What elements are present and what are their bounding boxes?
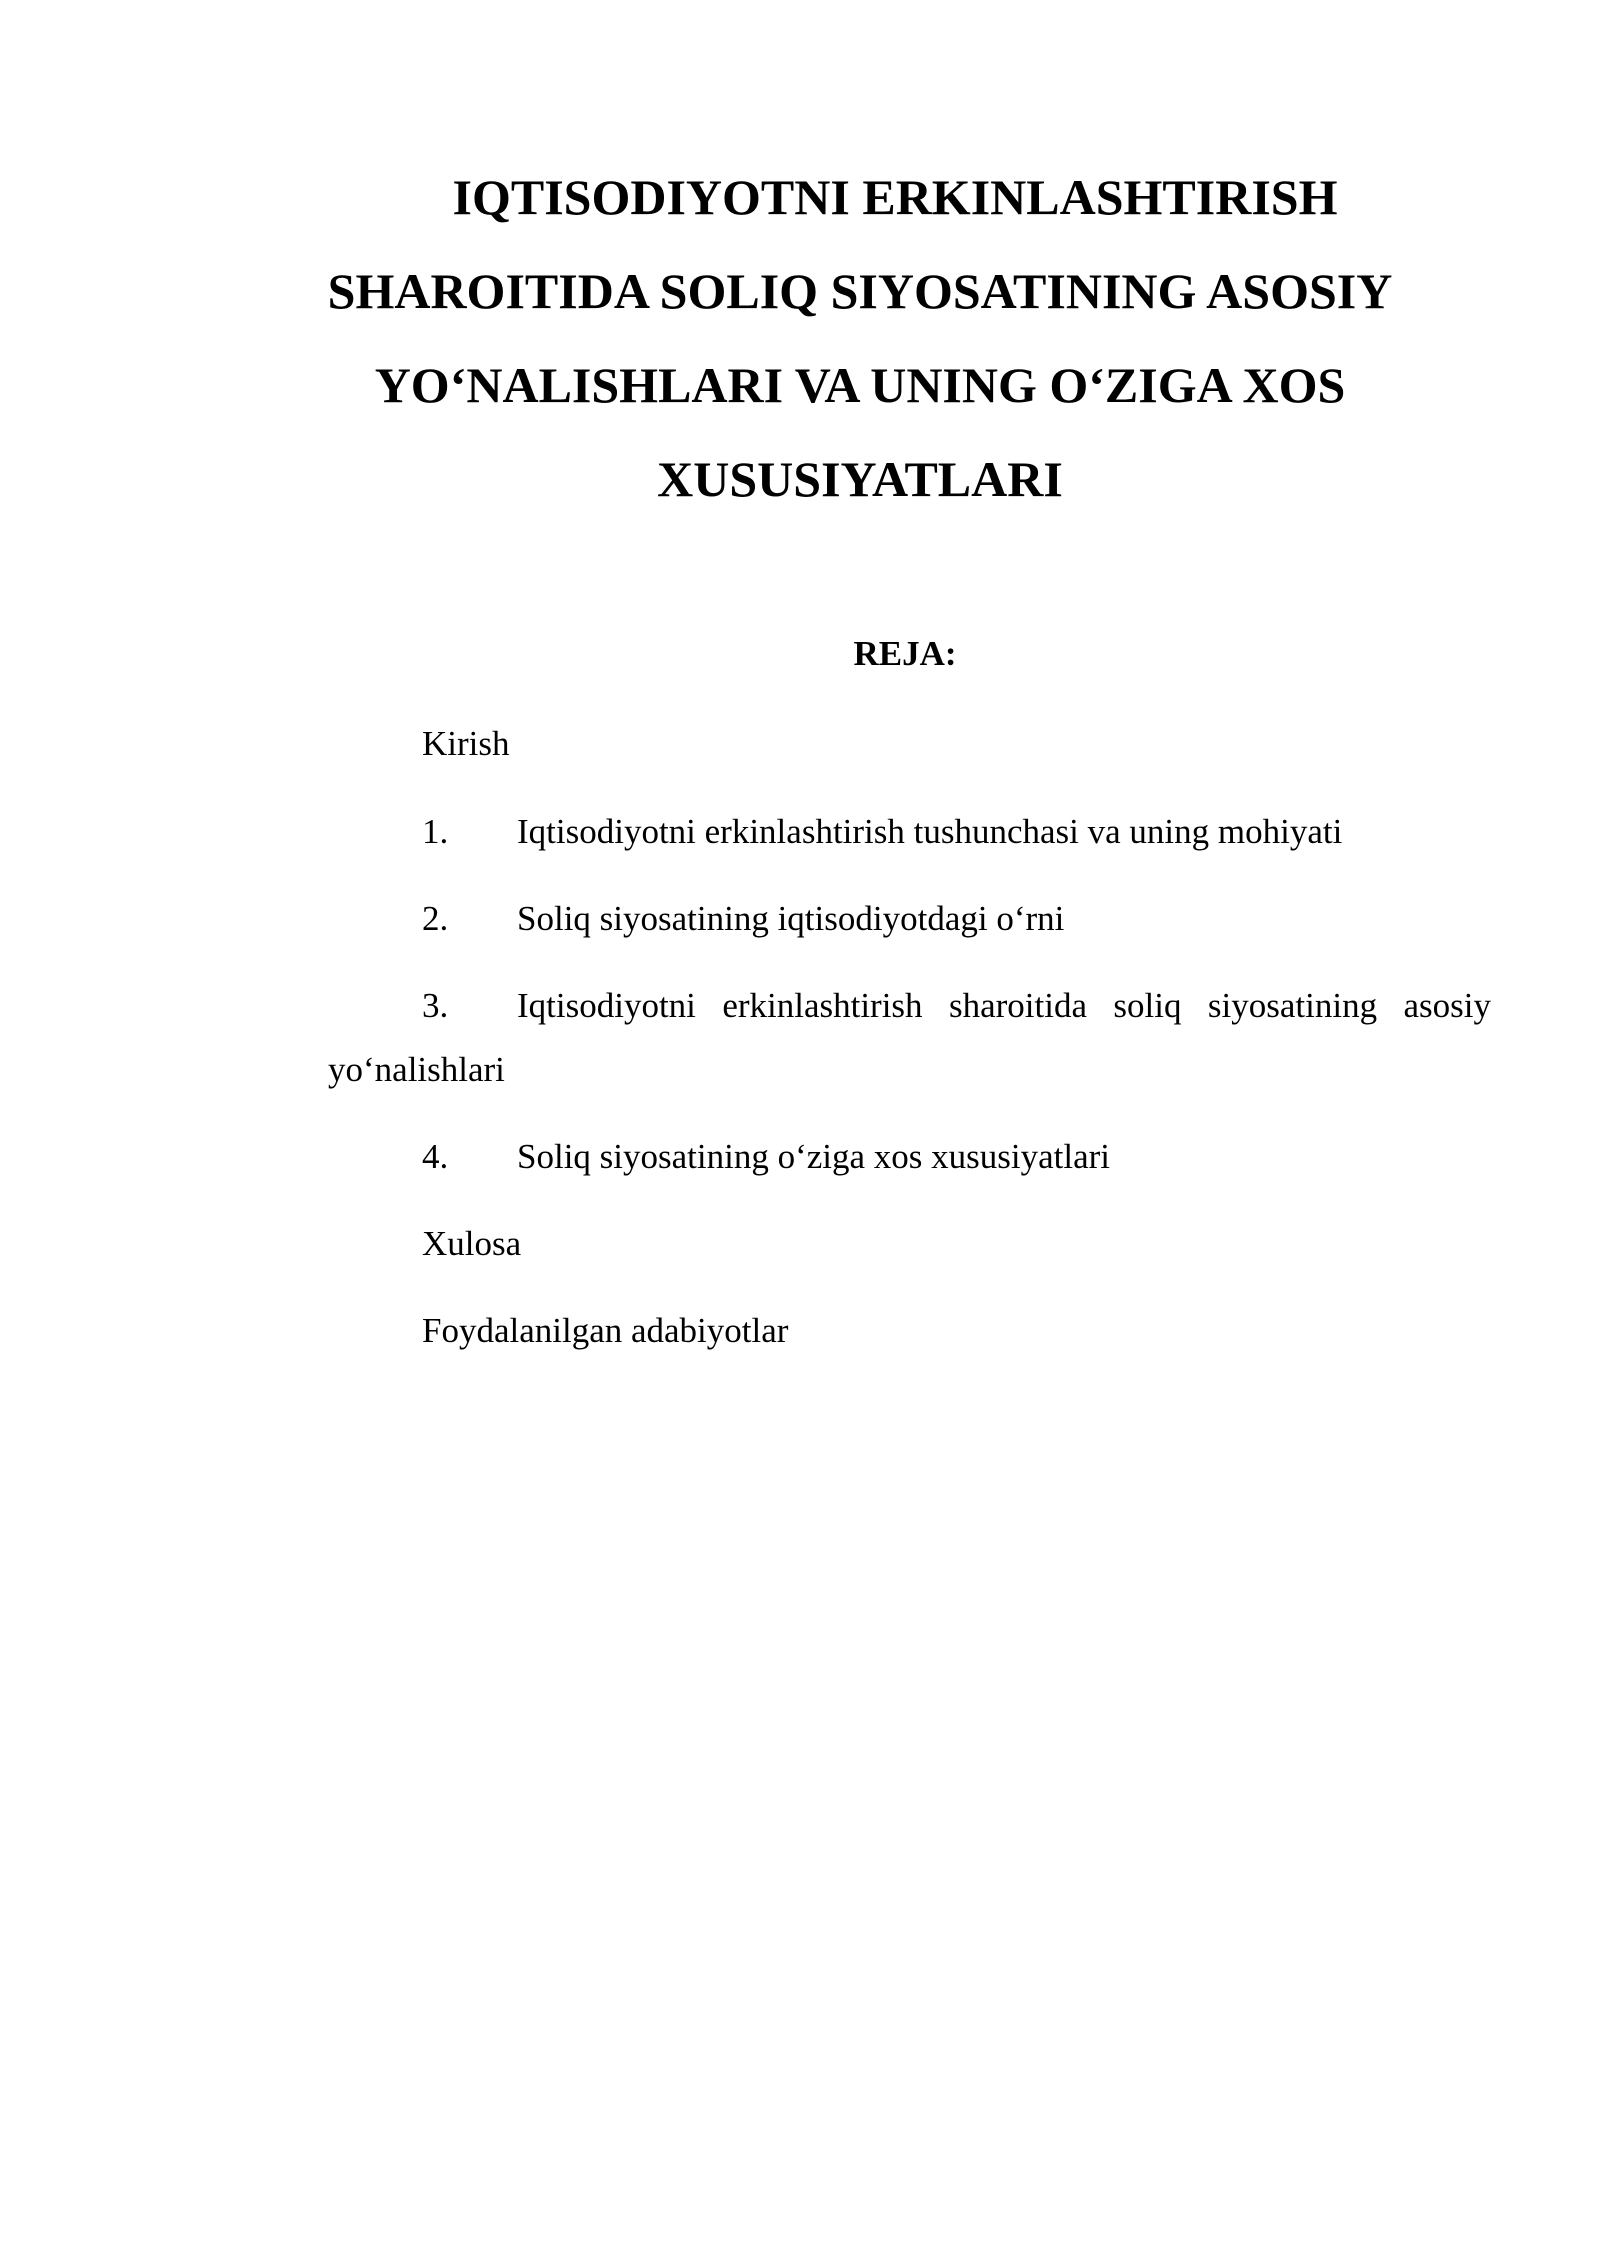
- word: siyosatining: [1207, 986, 1378, 1025]
- word: asosiy: [1403, 986, 1491, 1025]
- plan-item-text: Soliq siyosatining o‘ziga xos xususiyatlari: [517, 1137, 1111, 1176]
- plan-references: Foydalanilgan adabiyotlar: [422, 1311, 789, 1350]
- plan-item-text-line-1: [517, 982, 1491, 1030]
- plan-item-number: 1.: [422, 812, 449, 851]
- plan-item-text: Iqtisodiyotni erkinlashtirish tushunchasi va uning mohiyati: [517, 812, 1343, 851]
- plan-conclusion: Xulosa: [422, 1224, 522, 1263]
- word: Iqtisodiyotni: [517, 986, 696, 1025]
- plan-item-number: 3.: [422, 986, 449, 1025]
- plan-item-text-line-2: yo‘nalishlari: [328, 1050, 505, 1089]
- plan-item-number: 2.: [422, 899, 449, 938]
- plan-heading: REJA:: [853, 634, 957, 673]
- plan-item-text: Soliq siyosatining iqtisodiyotdagi o‘rni: [517, 899, 1065, 938]
- document-title: IQTISODIYOTNI ERKINLASHTIRISH SHAROITIDA SOLIQ SIYOSATINING ASOSIY YO‘NALISHLARI VA UNING O‘ZIGA XOS XUSUSIYATLARI: [327, 169, 1393, 507]
- word: erkinlashtirish: [722, 986, 923, 1025]
- word: soliq: [1113, 986, 1182, 1025]
- plan-intro: Kirish: [422, 724, 510, 763]
- plan-item-number: 4.: [422, 1137, 449, 1176]
- word: sharoitida: [948, 986, 1087, 1025]
